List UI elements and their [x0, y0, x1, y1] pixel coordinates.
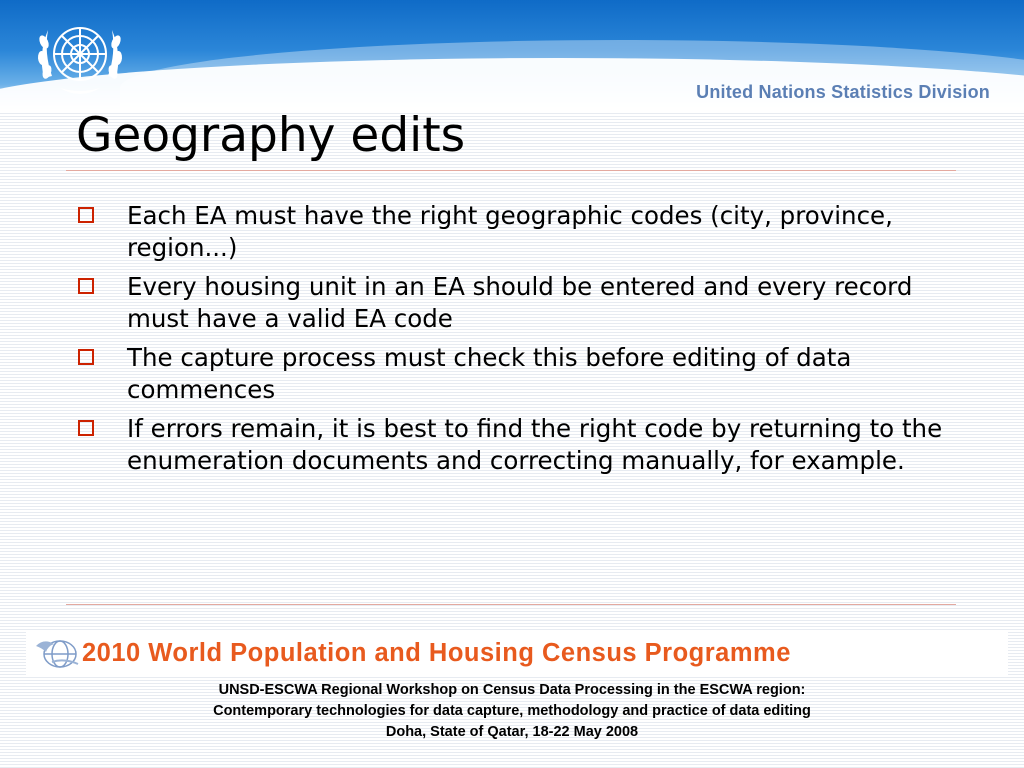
- bullet-item: [76, 413, 956, 477]
- hollow-square-bullet-icon: [78, 349, 94, 365]
- page-title: Geography edits: [76, 108, 466, 163]
- census-programme-banner: [26, 632, 1008, 676]
- footer-line-location: Doha, State of Qatar, 18-22 May 2008: [385, 724, 639, 740]
- bullet-text: If errors remain, it is best to find the right code by returning to the enumeration documents and correcting manually, for example.: [127, 414, 943, 475]
- hollow-square-bullet-icon: [78, 207, 94, 223]
- bullet-text: The capture process must check this before editing of data commences: [127, 343, 852, 404]
- division-name: United Nations Statistics Division: [696, 82, 990, 102]
- hollow-square-bullet-icon: [78, 278, 94, 294]
- census-programme-title: 2010 World Population and Housing Census Programme: [82, 639, 791, 667]
- footer-divider: [66, 604, 956, 605]
- hollow-square-bullet-icon: [78, 420, 94, 436]
- bullet-item: [76, 271, 956, 335]
- footer-line-topics: Contemporary technologies for data capture, methodology and practice of data editing: [213, 703, 811, 719]
- bullet-item: [76, 200, 956, 264]
- footer: [0, 680, 1024, 743]
- title-divider: [66, 170, 956, 171]
- bullet-list: [76, 200, 956, 484]
- globe-dove-icon: [34, 636, 82, 670]
- un-emblem-icon: [30, 8, 130, 108]
- bullet-text: Each EA must have the right geographic codes (city, province, region...): [127, 201, 893, 262]
- bullet-item: [76, 342, 956, 406]
- footer-line-workshop: UNSD-ESCWA Regional Workshop on Census Data Processing in the ESCWA region:: [218, 682, 806, 698]
- bullet-text: Every housing unit in an EA should be entered and every record must have a valid EA code: [127, 272, 913, 333]
